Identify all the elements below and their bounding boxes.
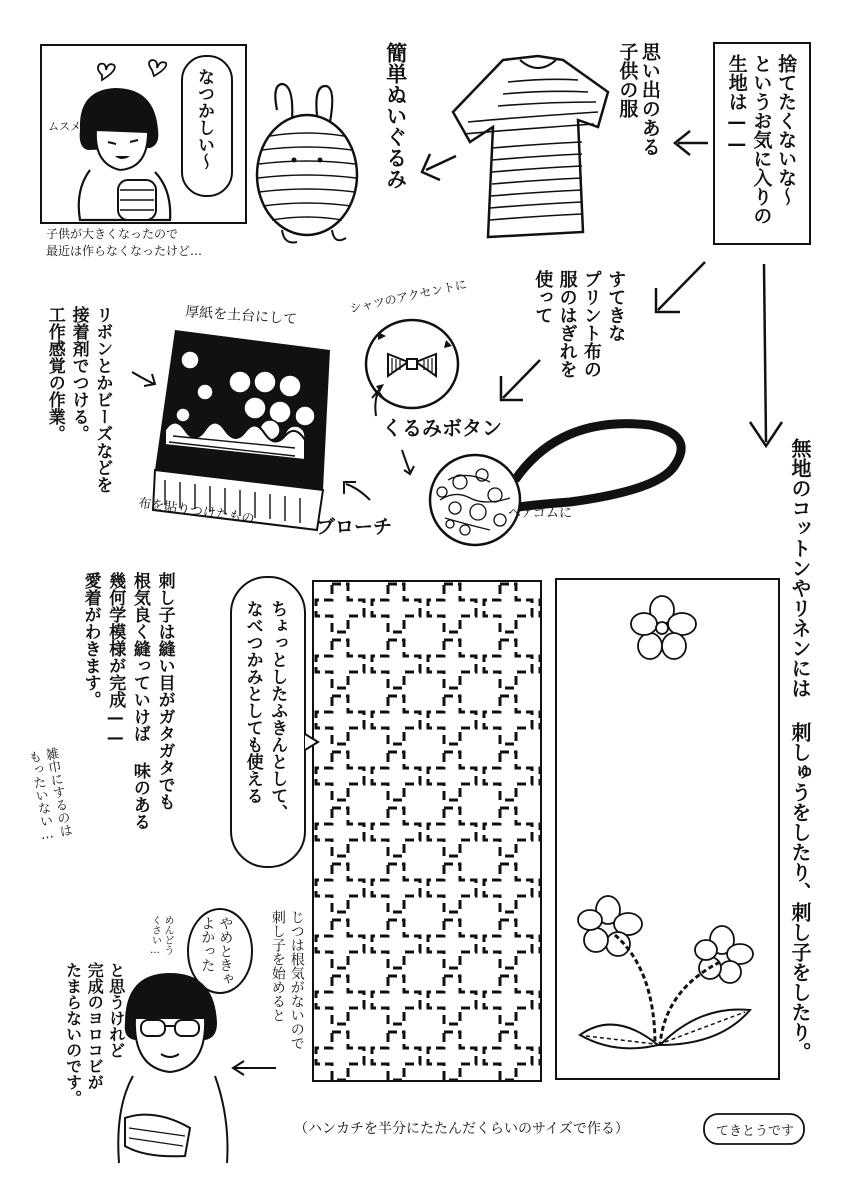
sashiko-cloth-panel	[312, 580, 542, 1082]
daughter-label: ムスメ	[48, 120, 81, 133]
hair-tie-illustration	[420, 420, 690, 550]
hair-tie-label: ヘアゴムに	[508, 506, 572, 521]
arrow-down-icon	[398, 448, 418, 478]
bunny-plush-illustration	[252, 80, 372, 250]
arrow-left-icon	[228, 1058, 278, 1078]
arrow-left-icon	[338, 478, 373, 508]
arrow-left-icon	[670, 128, 710, 158]
arrow-down-left-icon	[650, 258, 710, 318]
brooch-note: リボンとかビーズなどを 接着剤でつける。 工作感覚の作業。	[44, 306, 113, 493]
arrow-left-icon	[418, 148, 458, 188]
shirt-accent-label: シャツのアクセントに	[348, 277, 469, 316]
sashiko-description: 刺し子は縫い目がガタガタでも 根気良く縫っていけば 味のある 幾何学模様が完成—— 愛着がわきます。	[80, 572, 175, 830]
plush-label: 簡単ぬいぐるみ	[383, 42, 408, 189]
cardboard-base-label: 厚紙を土台にして	[184, 303, 298, 328]
daughter-illustration	[60, 60, 190, 220]
striped-shirt-illustration	[448, 52, 618, 242]
plush-caption: 子供が大きくなったので 最近は作らなくなったけど…	[46, 227, 203, 258]
sashiko-aside: 雑巾にするのは もったいない…	[24, 746, 73, 844]
memory-clothes-label: 思い出のある 子供の服	[616, 42, 661, 156]
joy-text: と思うけれど 完成のヨロコビが たまらないのです。	[63, 962, 126, 1106]
glued-fabric-label: 布を貼りつけたもの	[137, 495, 256, 528]
plain-fabric-text: 無地のコットンやリネンには 刺しゅうをしたり、刺し子をしたり。	[788, 438, 812, 1062]
kurumi-button-label: くるみボタン	[382, 416, 502, 440]
print-fabric-label: すてきな プリント布の 服のはぎれを 使って	[532, 270, 627, 378]
tedious-thought: めんどう くさい…	[149, 915, 173, 956]
sashiko-bubble-text: ちょっとしたふきんとして、 なべつかみとしても使える	[242, 600, 288, 821]
approx-note: てきとうです	[716, 1124, 795, 1139]
title-box-text: 捨てたくないな〜 というお気に入りの 生地は——	[725, 54, 798, 225]
arrow-right-icon	[130, 366, 160, 396]
flower-embroidery-illustration	[570, 590, 770, 1070]
speech-bubble-text: なつかしい〜	[194, 68, 215, 170]
arrow-down-icon	[746, 262, 786, 452]
brooch-label: ブローチ	[316, 516, 393, 538]
patience-text: じつは根気がないので 刺し子を始めると	[269, 910, 305, 1050]
size-note: （ハンカチを半分にたたんだくらいのサイズで作る）	[294, 1121, 629, 1137]
quit-thought: やめときゃ よかった	[199, 916, 234, 986]
arrow-down-left-icon	[495, 356, 545, 406]
